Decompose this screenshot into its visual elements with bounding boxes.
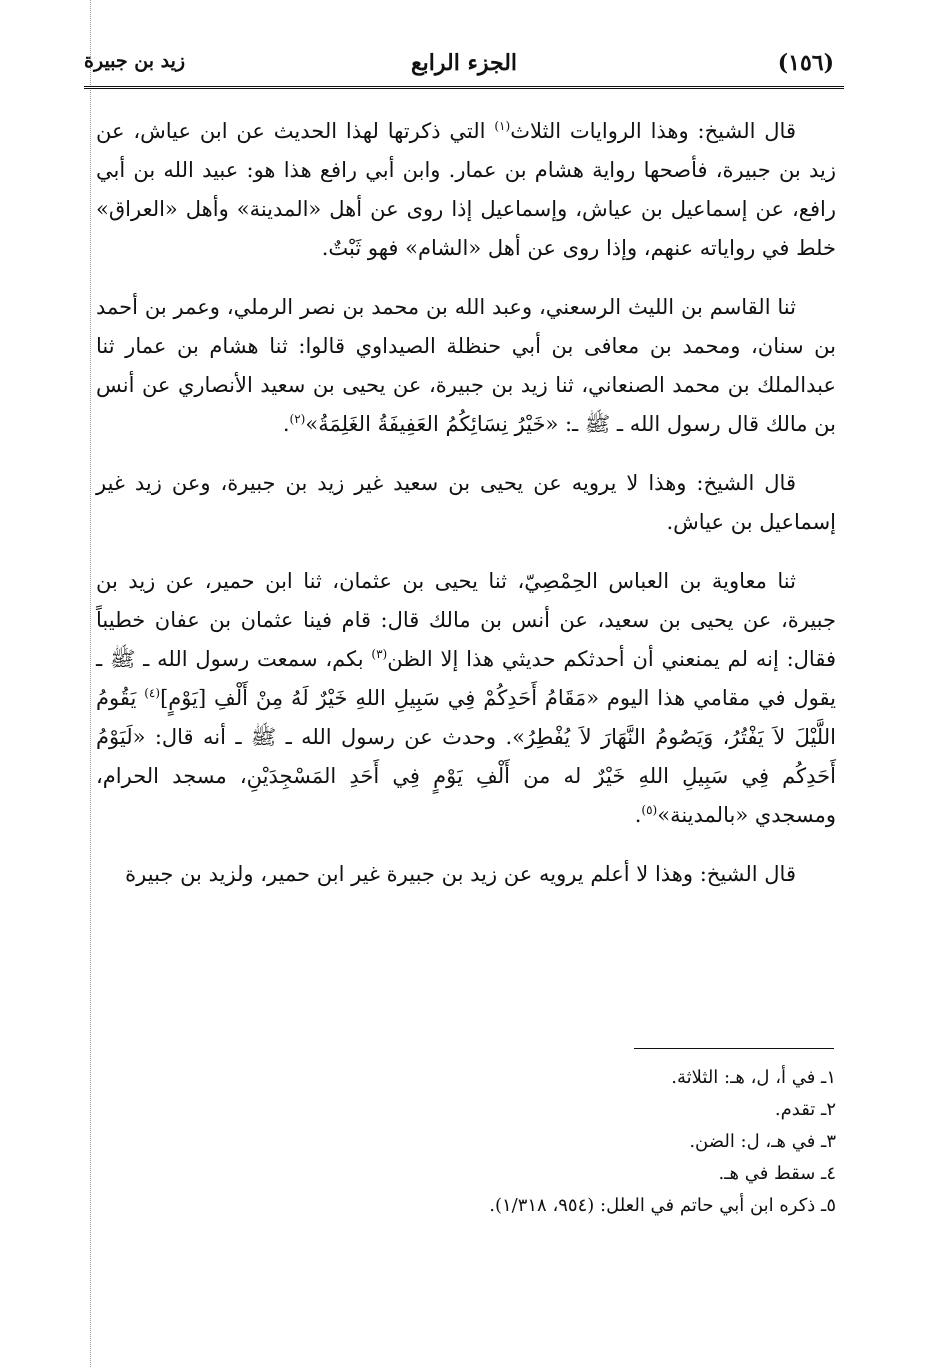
paragraph-4: ثنا معاوية بن العباس الحِمْصِيّ، ثنا يحيى بن عثمان، ثنا ابن حمير، عن زيد بن جبيرة، عن يحيى بن سعيد، عن أنس بن مالك قال: قام فينا عثمان بن عفان خطيباً فقال: إنه لم يمنعني أن أحدثكم حديثي هذا إلا الظن$^{(٣)}$ بكم، سمعت رسول الله ـ ﷺ ـ يقول في مقامي هذا اليوم «مَقَامُ أَحَدِكُمْ فِي سَبِيلِ اللهِ خَيْرٌ لَهُ مِنْ أَلْفِ [يَوْمٍ]$^{(٤)}$ يَقُومُ اللَّيْلَ لاَ يَفْتُرُ، وَيَصُومُ النَّهَارَ لاَ يُفْطِرُ». وحدث عن رسول الله ـ ﷺ ـ أنه قال: «لَيَوْمُ أَحَدِكُم فِي سَبِيلِ اللهِ خَيْرٌ له من أَلْفِ يَوْمٍ فِي أَحَدِ المَسْجِدَيْنِ، مسجد الحرام، ومسجدي «بالمدينة»$^{(٥)}$.: [96, 569, 836, 827]
footnote-3: ٣ـ في هـ، ل: الضن.: [689, 1131, 836, 1152]
footnote-5: ٥ـ ذكره ابن أبي حاتم في العلل: (٩٥٤، ١/٣١٨).: [489, 1195, 836, 1216]
footnote-2: ٢ـ تقدم.: [774, 1099, 836, 1120]
header-rule: [84, 86, 844, 89]
footnote-rule: [634, 1048, 834, 1049]
footnote-1: ١ـ في أ، ل، هـ: الثلاثة.: [671, 1067, 836, 1088]
binding-margin-line: [90, 0, 91, 1367]
paragraph-3: قال الشيخ: وهذا لا يرويه عن يحيى بن سعيد غير زيد بن جبيرة، وعن زيد غير إسماعيل بن عياش.: [96, 471, 836, 534]
footnote-ref-3: (٣): [371, 647, 388, 661]
page-number: (١٥٦): [777, 50, 834, 76]
paragraph-1: قال الشيخ: وهذا الروايات الثلاث$^{(١)}$ التي ذكرتها لهذا الحديث عن ابن عياش، عن زيد بن جبيرة، فأصحها رواية هشام بن عمار. وابن أبي رافع هذا هو: عبيد الله بن أبي رافع، عن إسماعيل بن عياش، وإسماعيل إذا روى عن أهل «المدينة» وأهل «العراق» خلط في رواياته عنهم، وإذا روى عن أهل «الشام» فهو ثَبْتٌ.: [96, 119, 836, 260]
paragraph-2: ثنا القاسم بن الليث الرسعني، وعبد الله بن محمد بن نصر الرملي، وعمر بن أحمد بن سنان، ومحمد بن معافى بن أبي حنظلة الصيداوي قالوا: ثنا هشام بن عمار ثنا عبدالملك بن محمد الصنعاني، ثنا زيد بن جبيرة، عن يحيى بن سعيد الأنصاري عن أنس بن مالك قال رسول الله ـ ﷺ ـ: «خَيْرُ نِسَائِكُمُ العَفِيفَةُ الغَلِمَةُ»$^{(٢)}$.: [96, 295, 836, 436]
footnote-4: ٤ـ سقط في هـ.: [718, 1163, 836, 1184]
footnote-ref-4: (٤): [144, 686, 161, 700]
paragraph-5: قال الشيخ: وهذا لا أعلم يرويه عن زيد بن جبيرة غير ابن حمير، ولزيد بن جبيرة: [125, 862, 796, 886]
footnote-ref-2: (٢): [289, 412, 306, 426]
footnotes: [96, 1062, 836, 1222]
main-text: [96, 112, 836, 914]
footnote-ref-5: (٥): [641, 803, 658, 817]
part-title: الجزء الرابع: [410, 50, 518, 76]
footnote-ref-1: (١): [494, 119, 511, 133]
page-header: [84, 44, 844, 84]
running-head-author: زيد بن جبيرة: [84, 50, 186, 72]
